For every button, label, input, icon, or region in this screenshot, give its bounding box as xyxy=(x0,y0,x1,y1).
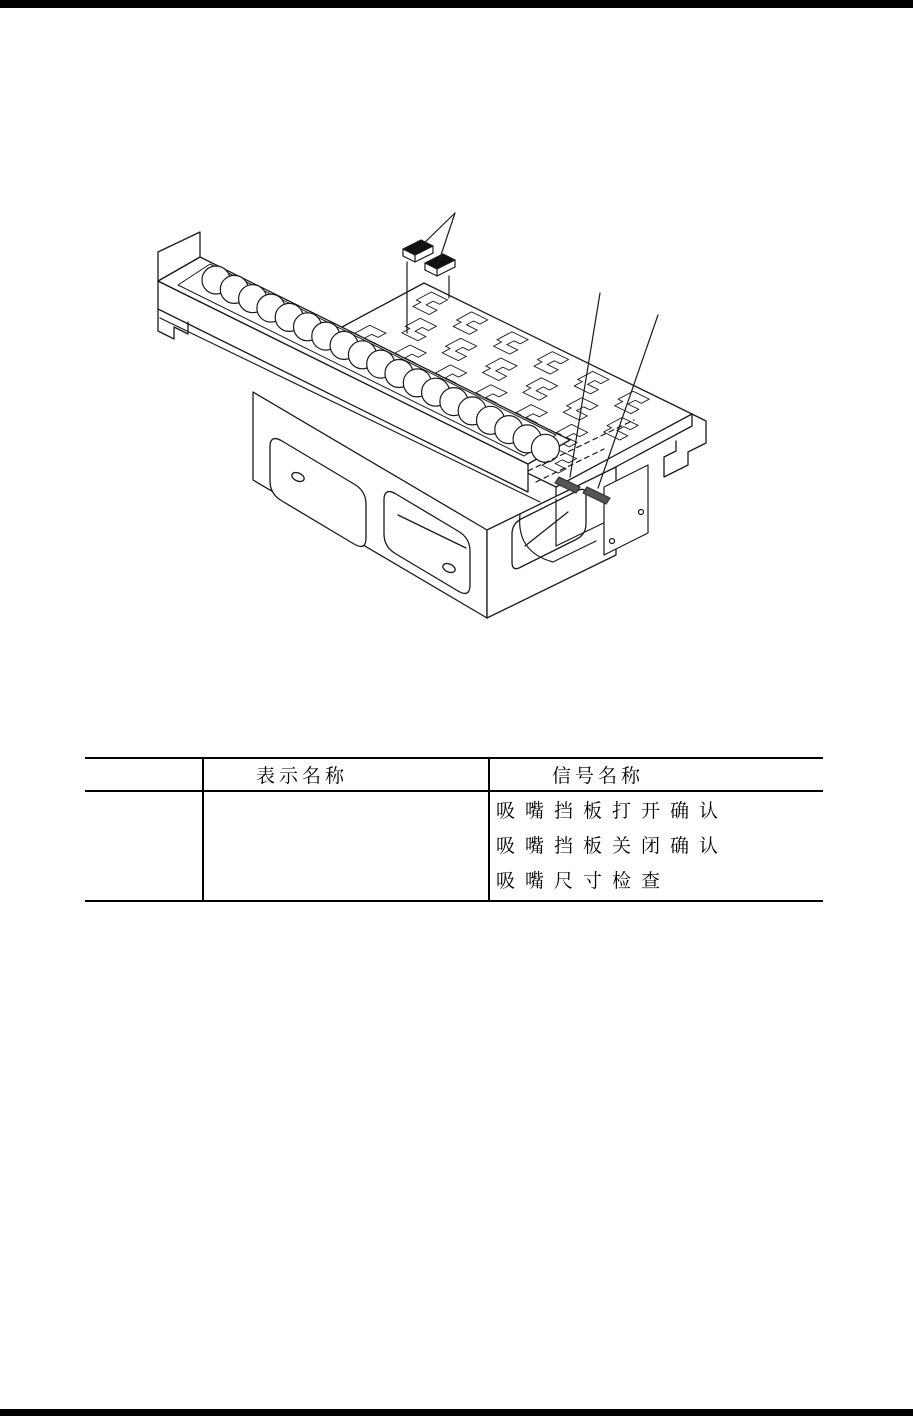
table-body-row xyxy=(85,792,823,902)
header-cell-signal-name: 信号名称 xyxy=(488,759,823,790)
signal-name: 吸嘴挡板打开确认 xyxy=(496,800,729,822)
table-header-row xyxy=(85,757,823,792)
body-cell-signals xyxy=(488,792,823,900)
signal-table xyxy=(85,757,823,902)
top-sensor-chip-icon xyxy=(403,240,433,255)
header-cell-empty xyxy=(85,759,202,790)
header-cell-display-name: 表示名称 xyxy=(202,759,488,790)
body-cell-empty xyxy=(85,792,202,900)
signal-name: 吸嘴尺寸检查 xyxy=(496,870,671,892)
nozzle-station-figure xyxy=(150,190,710,650)
signal-name: 吸嘴挡板关闭确认 xyxy=(496,835,729,857)
page-top-rule xyxy=(0,0,913,8)
nozzle-station-drawing xyxy=(150,190,710,650)
page-bottom-rule xyxy=(0,1409,913,1416)
body-cell-display-name xyxy=(202,792,488,900)
